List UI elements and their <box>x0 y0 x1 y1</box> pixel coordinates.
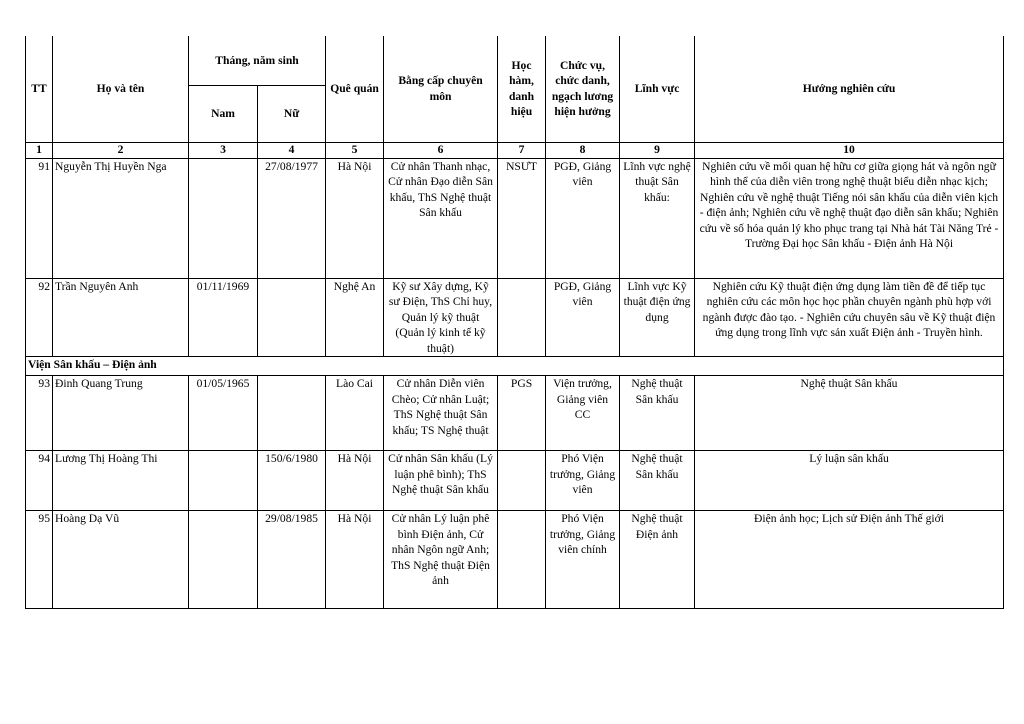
position: PGĐ, Giảng viên <box>546 158 620 278</box>
hometown: Hà Nội <box>326 511 384 609</box>
person-name: Lương Thị Hoàng Thi <box>53 451 189 511</box>
birth-date-female: 29/08/1985 <box>258 511 326 609</box>
research-direction: Nghiên cứu về mối quan hệ hữu cơ giữa giọng hát và ngôn ngữ hình thể của diễn viên trong nghệ thuật biểu diễn nhạc kịch; Nghiên cứu về nghệ thuật Tiếng nói sân khấu của diễn viên kịch - điện ảnh; Nghiên cứu về nghệ thuật đạo diễn sân khấu; Nghiên cứu về số hóa quản lý kho phục trang tại Nhà hát Tài Năng Trẻ - Trường Đại học Sân khấu - Điện ảnh Hà Nội <box>695 158 1004 278</box>
table-row <box>26 376 1004 451</box>
qualification: Cử nhân Diễn viên Chèo; Cử nhân Luật; ThS Nghệ thuật Sân khấu; TS Nghệ thuật <box>384 376 498 451</box>
col-header-thang-nam-sinh: Tháng, năm sinh <box>189 36 326 85</box>
academic-title <box>498 278 546 357</box>
position: PGĐ, Giảng viên <box>546 278 620 357</box>
col-number: 6 <box>384 142 498 158</box>
col-number: 4 <box>258 142 326 158</box>
col-header-nu: Nữ <box>258 85 326 142</box>
hometown: Lào Cai <box>326 376 384 451</box>
academic-title <box>498 451 546 511</box>
qualification: Cử nhân Sân khấu (Lý luận phê bình); ThS Nghệ thuật Sân khấu <box>384 451 498 511</box>
field: Nghệ thuật Điện ảnh <box>620 511 695 609</box>
research-direction: Điện ảnh học; Lịch sử Điện ảnh Thế giới <box>695 511 1004 609</box>
section-heading: Viện Sân khấu – Điện ảnh <box>26 357 1004 376</box>
birth-date-male <box>189 158 258 278</box>
col-header-tt: TT <box>26 36 53 142</box>
person-name: Đinh Quang Trung <box>53 376 189 451</box>
col-number: 8 <box>546 142 620 158</box>
col-number: 3 <box>189 142 258 158</box>
qualification: Cử nhân Thanh nhạc, Cử nhân Đạo diễn Sân khấu, ThS Nghệ thuật Sân khấu <box>384 158 498 278</box>
row-number: 94 <box>26 451 53 511</box>
field: Lĩnh vực nghệ thuật Sân khấu: <box>620 158 695 278</box>
birth-date-female: 150/6/1980 <box>258 451 326 511</box>
research-direction: Nghiên cứu Kỹ thuật điện ứng dụng làm tiền đề để tiếp tục nghiên cứu các môn học học phần chuyên ngành phù hợp với ngành được đào tạo. - Nghiên cứu chuyên sâu về Kỹ thuật điện ứng dụng trong lĩnh vực sản xuất Điện ảnh - Truyền hình. <box>695 278 1004 357</box>
field: Lĩnh vực Kỹ thuật điện ứng dụng <box>620 278 695 357</box>
hometown: Hà Nội <box>326 158 384 278</box>
col-number: 1 <box>26 142 53 158</box>
col-header-linh-vuc: Lĩnh vực <box>620 36 695 142</box>
col-header-nam: Nam <box>189 85 258 142</box>
table-row <box>26 511 1004 609</box>
col-number: 10 <box>695 142 1004 158</box>
hometown: Hà Nội <box>326 451 384 511</box>
table-row <box>26 451 1004 511</box>
col-header-chuc-vu: Chức vụ, chức danh, ngạch lương hiện hưởng <box>546 36 620 142</box>
col-header-ho-ten: Họ và tên <box>53 36 189 142</box>
person-name: Nguyễn Thị Huyền Nga <box>53 158 189 278</box>
col-number: 2 <box>53 142 189 158</box>
birth-date-female <box>258 278 326 357</box>
col-number: 9 <box>620 142 695 158</box>
field: Nghệ thuật Sân khấu <box>620 451 695 511</box>
research-direction: Nghệ thuật Sân khấu <box>695 376 1004 451</box>
table-row <box>26 278 1004 357</box>
table-row <box>26 158 1004 278</box>
person-name: Trần Nguyên Anh <box>53 278 189 357</box>
col-header-huong-nghien-cuu: Hướng nghiên cứu <box>695 36 1004 142</box>
col-header-bang-cap: Bằng cấp chuyên môn <box>384 36 498 142</box>
col-header-que-quan: Quê quán <box>326 36 384 142</box>
birth-date-female <box>258 376 326 451</box>
row-number: 92 <box>26 278 53 357</box>
birth-date-male <box>189 451 258 511</box>
birth-date-male: 01/11/1969 <box>189 278 258 357</box>
hometown: Nghệ An <box>326 278 384 357</box>
position: Viện trưởng, Giảng viên CC <box>546 376 620 451</box>
row-number: 91 <box>26 158 53 278</box>
academic-title <box>498 511 546 609</box>
birth-date-male <box>189 511 258 609</box>
position: Phó Viện trưởng, Giảng viên <box>546 451 620 511</box>
row-number: 95 <box>26 511 53 609</box>
field: Nghệ thuật Sân khấu <box>620 376 695 451</box>
research-direction: Lý luận sân khấu <box>695 451 1004 511</box>
col-number: 7 <box>498 142 546 158</box>
birth-date-male: 01/05/1965 <box>189 376 258 451</box>
academic-title: PGS <box>498 376 546 451</box>
row-number: 93 <box>26 376 53 451</box>
qualification: Kỹ sư Xây dựng, Kỹ sư Điện, ThS Chỉ huy, Quản lý kỹ thuật (Quản lý kinh tế kỹ thuật) <box>384 278 498 357</box>
academic-title: NSƯT <box>498 158 546 278</box>
col-header-hoc-ham: Học hàm, danh hiệu <box>498 36 546 142</box>
birth-date-female: 27/08/1977 <box>258 158 326 278</box>
qualification: Cử nhân Lý luận phê bình Điện ảnh, Cử nhân Ngôn ngữ Anh; ThS Nghệ thuật Điện ảnh <box>384 511 498 609</box>
col-number: 5 <box>326 142 384 158</box>
person-name: Hoàng Dạ Vũ <box>53 511 189 609</box>
position: Phó Viện trưởng, Giảng viên chính <box>546 511 620 609</box>
staff-table <box>25 36 1004 609</box>
